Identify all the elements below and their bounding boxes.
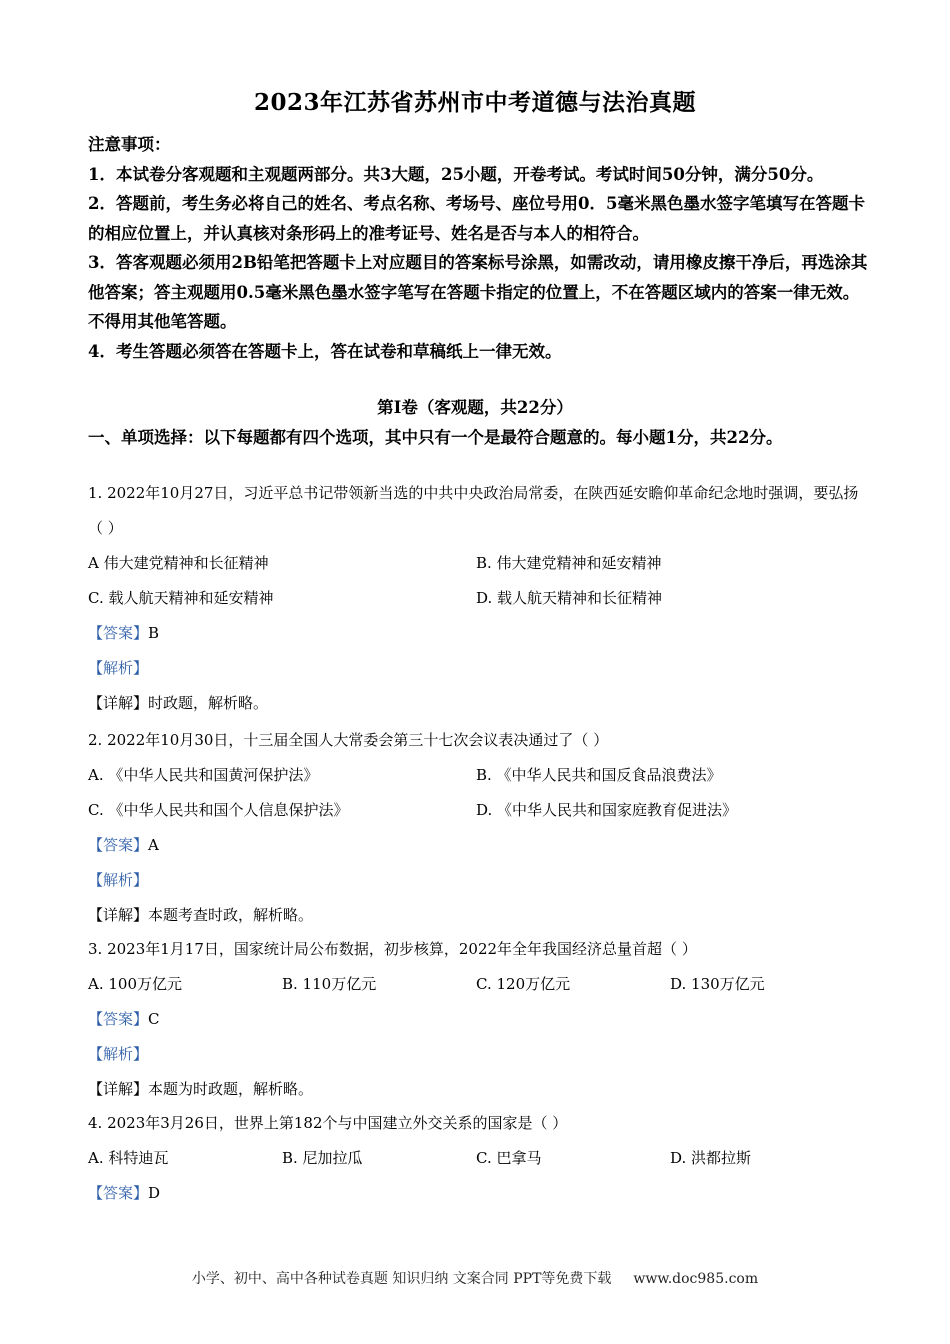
analysis-row: [88, 651, 868, 686]
notice-item-1: 1．本试卷分客观题和主观题两部分。共3大题，25小题，开卷考试。考试时间50分钟，满分50分。: [88, 164, 824, 184]
notice-item-2: 2．答题前，考生务必将自己的姓名、考点名称、考场号、座位号用0．5毫米黑色墨水签字笔填写在答题卡的相应位置上，并认真核对条形码上的准考证号、姓名是否与本人的相符合。: [88, 194, 865, 243]
question-4: [88, 1106, 868, 1211]
question-stem: 4. 2023年3月26日，世界上第182个与中国建立外交关系的国家是（ ）: [88, 1114, 568, 1132]
option-c: C. 巴拿马: [476, 1149, 542, 1167]
question-1: [88, 476, 868, 721]
question-3: [88, 932, 868, 1107]
analysis-row: [88, 1037, 868, 1072]
option-c: C. 《中华人民共和国个人信息保护法》: [88, 801, 349, 819]
document-title: 2023年江苏省苏州市中考道德与法治真题: [253, 89, 696, 116]
notice-heading: 注意事项：: [88, 135, 171, 154]
question-stem: 2. 2022年10月30日，十三届全国人大常委会第三十七次会议表决通过了（ ）: [88, 731, 609, 749]
footer-site-link[interactable]: www.doc985.com: [633, 1271, 759, 1287]
notice-item-4: 4．考生答题必须答在答题卡上，答在试卷和草稿纸上一律无效。: [88, 341, 562, 361]
answer-tag: 【答案】: [88, 1010, 149, 1028]
answer-value: C: [148, 1010, 160, 1028]
answer-row: [88, 1002, 868, 1037]
part-one-heading-block: [88, 423, 868, 453]
detail-text: 本题为时政题，解析略。: [148, 1080, 314, 1098]
option-a: A 伟大建党精神和长征精神: [88, 554, 269, 572]
option-c: C. 载人航天精神和延安精神: [88, 589, 274, 607]
option-a: A. 100万亿元: [88, 975, 182, 993]
question-stem: 1. 2022年10月27日，习近平总书记带领新当选的中共中央政治局常委，在陕西延安瞻仰革命纪念地时强调，要弘扬（ ）: [88, 484, 859, 537]
options-list: [88, 967, 868, 1002]
question-stem: 3. 2023年1月17日，国家统计局公布数据，初步核算，2022年全年我国经济总量首超（ ）: [88, 940, 697, 958]
answer-row: [88, 616, 868, 651]
notice-block: [88, 130, 868, 366]
detail-text: 时政题，解析略。: [148, 694, 269, 712]
option-c: C. 120万亿元: [476, 975, 571, 993]
answer-row: [88, 828, 868, 863]
answer-row: [88, 1176, 868, 1211]
option-b: B. 伟大建党精神和延安精神: [476, 554, 662, 572]
answer-value: B: [148, 624, 160, 642]
detail-text: 本题考查时政，解析略。: [148, 906, 314, 924]
option-d: D. 《中华人民共和国家庭教育促进法》: [476, 801, 738, 819]
answer-tag: 【答案】: [88, 1184, 149, 1202]
option-d: D. 130万亿元: [670, 975, 765, 993]
option-b: B. 110万亿元: [282, 975, 377, 993]
part-heading: 一、单项选择：以下每题都有四个选项，其中只有一个是最符合题意的。每小题1分，共22分。: [88, 428, 783, 447]
answer-tag: 【答案】: [88, 624, 149, 642]
detail-tag: 【详解】: [88, 1080, 149, 1098]
answer-value: D: [148, 1184, 161, 1202]
option-a: A. 科特迪瓦: [88, 1149, 169, 1167]
detail-row: [88, 686, 868, 721]
page-footer: [0, 1268, 950, 1288]
footer-text: 小学、初中、高中各种试卷真题 知识归纳 文案合同 PPT等免费下载: [191, 1271, 612, 1287]
options-list: [88, 546, 868, 616]
option-b: B. 尼加拉瓜: [282, 1149, 363, 1167]
detail-tag: 【详解】: [88, 906, 149, 924]
detail-row: [88, 1072, 868, 1107]
question-2: [88, 723, 868, 933]
option-b: B. 《中华人民共和国反食品浪费法》: [476, 766, 722, 784]
option-a: A. 《中华人民共和国黄河保护法》: [88, 766, 319, 784]
section-title: 第I卷（客观题，共22分）: [377, 398, 573, 417]
option-d: D. 洪都拉斯: [670, 1149, 752, 1167]
option-d: D. 载人航天精神和长征精神: [476, 589, 663, 607]
options-list: [88, 758, 868, 828]
answer-value: A: [148, 836, 159, 854]
options-list: [88, 1141, 868, 1176]
analysis-row: [88, 863, 868, 898]
notice-item-3: 3．答客观题必须用2B铅笔把答题卡上对应题目的答案标号涂黑，如需改动，请用橡皮擦干净后，再选涂其他答案；答主观题用0.5毫米黑色墨水签字笔写在答题卡指定的位置上，不在答题区域内的答案一律无效。不得用其他笔答题。: [88, 253, 868, 331]
analysis-tag: 【解析】: [88, 1045, 149, 1063]
answer-tag: 【答案】: [88, 836, 149, 854]
analysis-tag: 【解析】: [88, 871, 149, 889]
detail-tag: 【详解】: [88, 694, 149, 712]
analysis-tag: 【解析】: [88, 659, 149, 677]
detail-row: [88, 898, 868, 933]
